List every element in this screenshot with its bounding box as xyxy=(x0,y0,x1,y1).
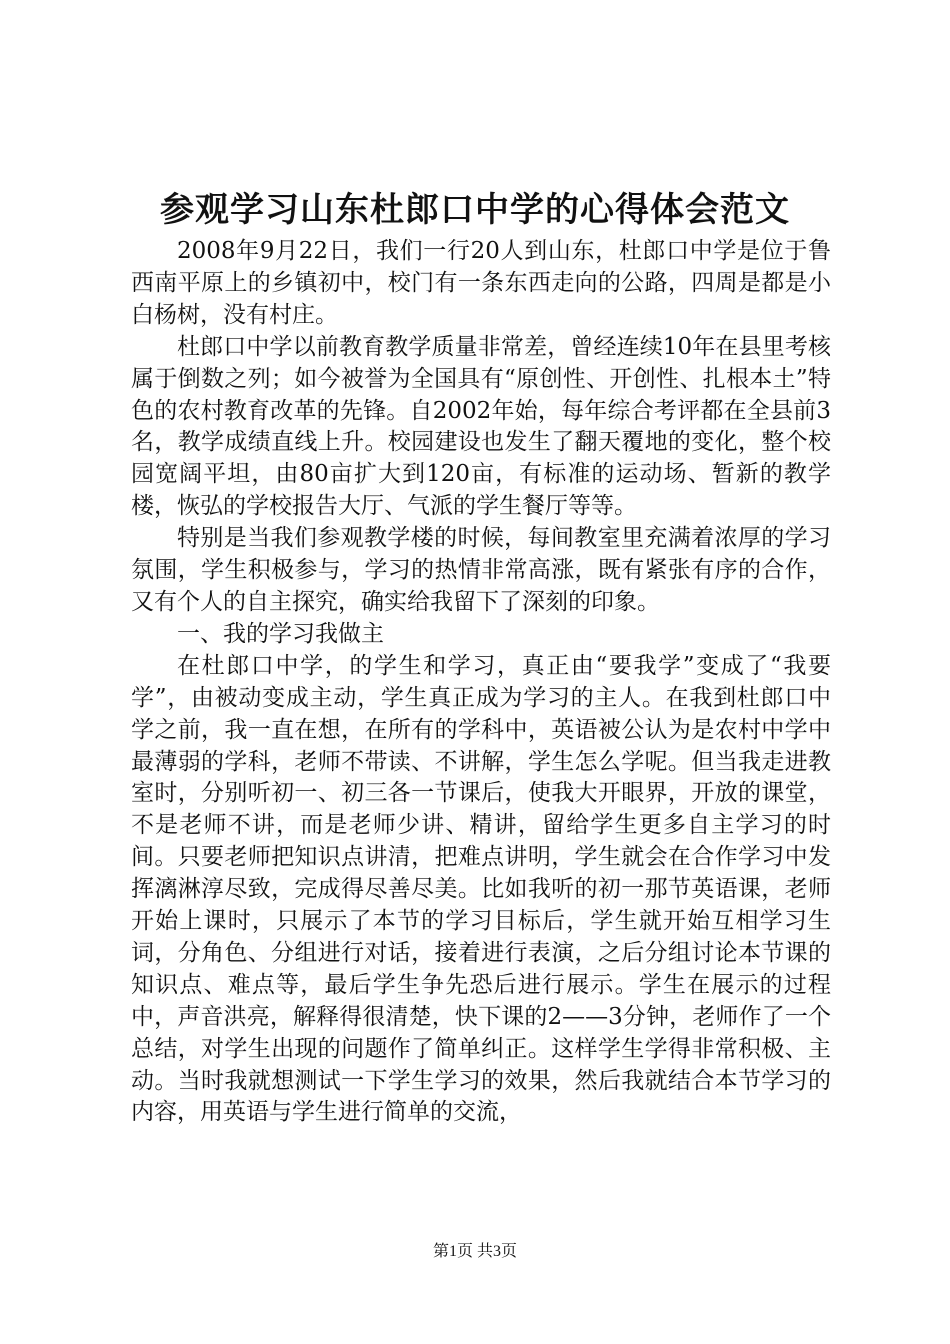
paragraph-1: 2008年9月22日，我们一行20人到山东，杜郎口中学是位于鲁西南平原上的乡镇初中，校门有一条东西走向的公路，四周是都是小白杨树，没有村庄。 xyxy=(131,238,831,328)
section-heading: 一、我的学习我做主 xyxy=(177,620,384,647)
document-body xyxy=(131,236,831,1129)
paragraph-2: 杜郎口中学以前教育教学质量非常差，曾经连续10年在县里考核属于倒数之列；如今被誉为全国具有“原创性、开创性、扎根本土”特色的农村教育改革的先锋。自2002年始，每年综合考评都在全县前3名，教学成绩直线上升。校园建设也发生了翻天覆地的变化，整个校园宽阔平坦，由80亩扩大到120亩，有标准的运动场、暂新的教学楼，恢弘的学校报告大厅、气派的学生餐厅等等。 xyxy=(131,333,831,520)
paragraph-4: 在杜郎口中学，的学生和学习，真正由“要我学”变成了“我要学”，由被动变成主动，学生真正成为学习的主人。在我到杜郎口中学之前，我一直在想，在所有的学科中，英语被公认为是农村中学中最薄弱的学科，老师不带读、不讲解，学生怎么学呢。但当我走进教室时，分别听初一、初三各一节课后，使我大开眼界，开放的课堂，不是老师不讲，而是老师少讲、精讲，留给学生更多自主学习的时间。只要老师把知识点讲清，把难点讲明，学生就会在合作学习中发挥漓淋淳尽致，完成得尽善尽美。比如我听的初一那节英语课，老师开始上课时，只展示了本节的学习目标后，学生就开始互相学习生词，分角色、分组进行对话，接着进行表演，之后分组讨论本节课的知识点、难点等，最后学生争先恐后进行展示。学生在展示的过程中，声音洪亮，解释得很清楚，快下课的2——3分钟，老师作了一个总结，对学生出现的问题作了简单纠正。这样学生学得非常积极、主动。当时我就想测试一下学生学习的效果，然后我就结合本节学习的内容，用英语与学生进行简单的交流， xyxy=(131,652,831,1126)
document-title: 参观学习山东杜郎口中学的心得体会范文 xyxy=(160,190,790,230)
page-footer: 第1页 共3页 xyxy=(432,1243,517,1260)
paragraph-3: 特别是当我们参观教学楼的时候，每间教室里充满着浓厚的学习氛围，学生积极参与，学习的热情非常高涨，既有紧张有序的合作，又有个人的自主探究，确实给我留下了深刻的印象。 xyxy=(131,525,831,615)
